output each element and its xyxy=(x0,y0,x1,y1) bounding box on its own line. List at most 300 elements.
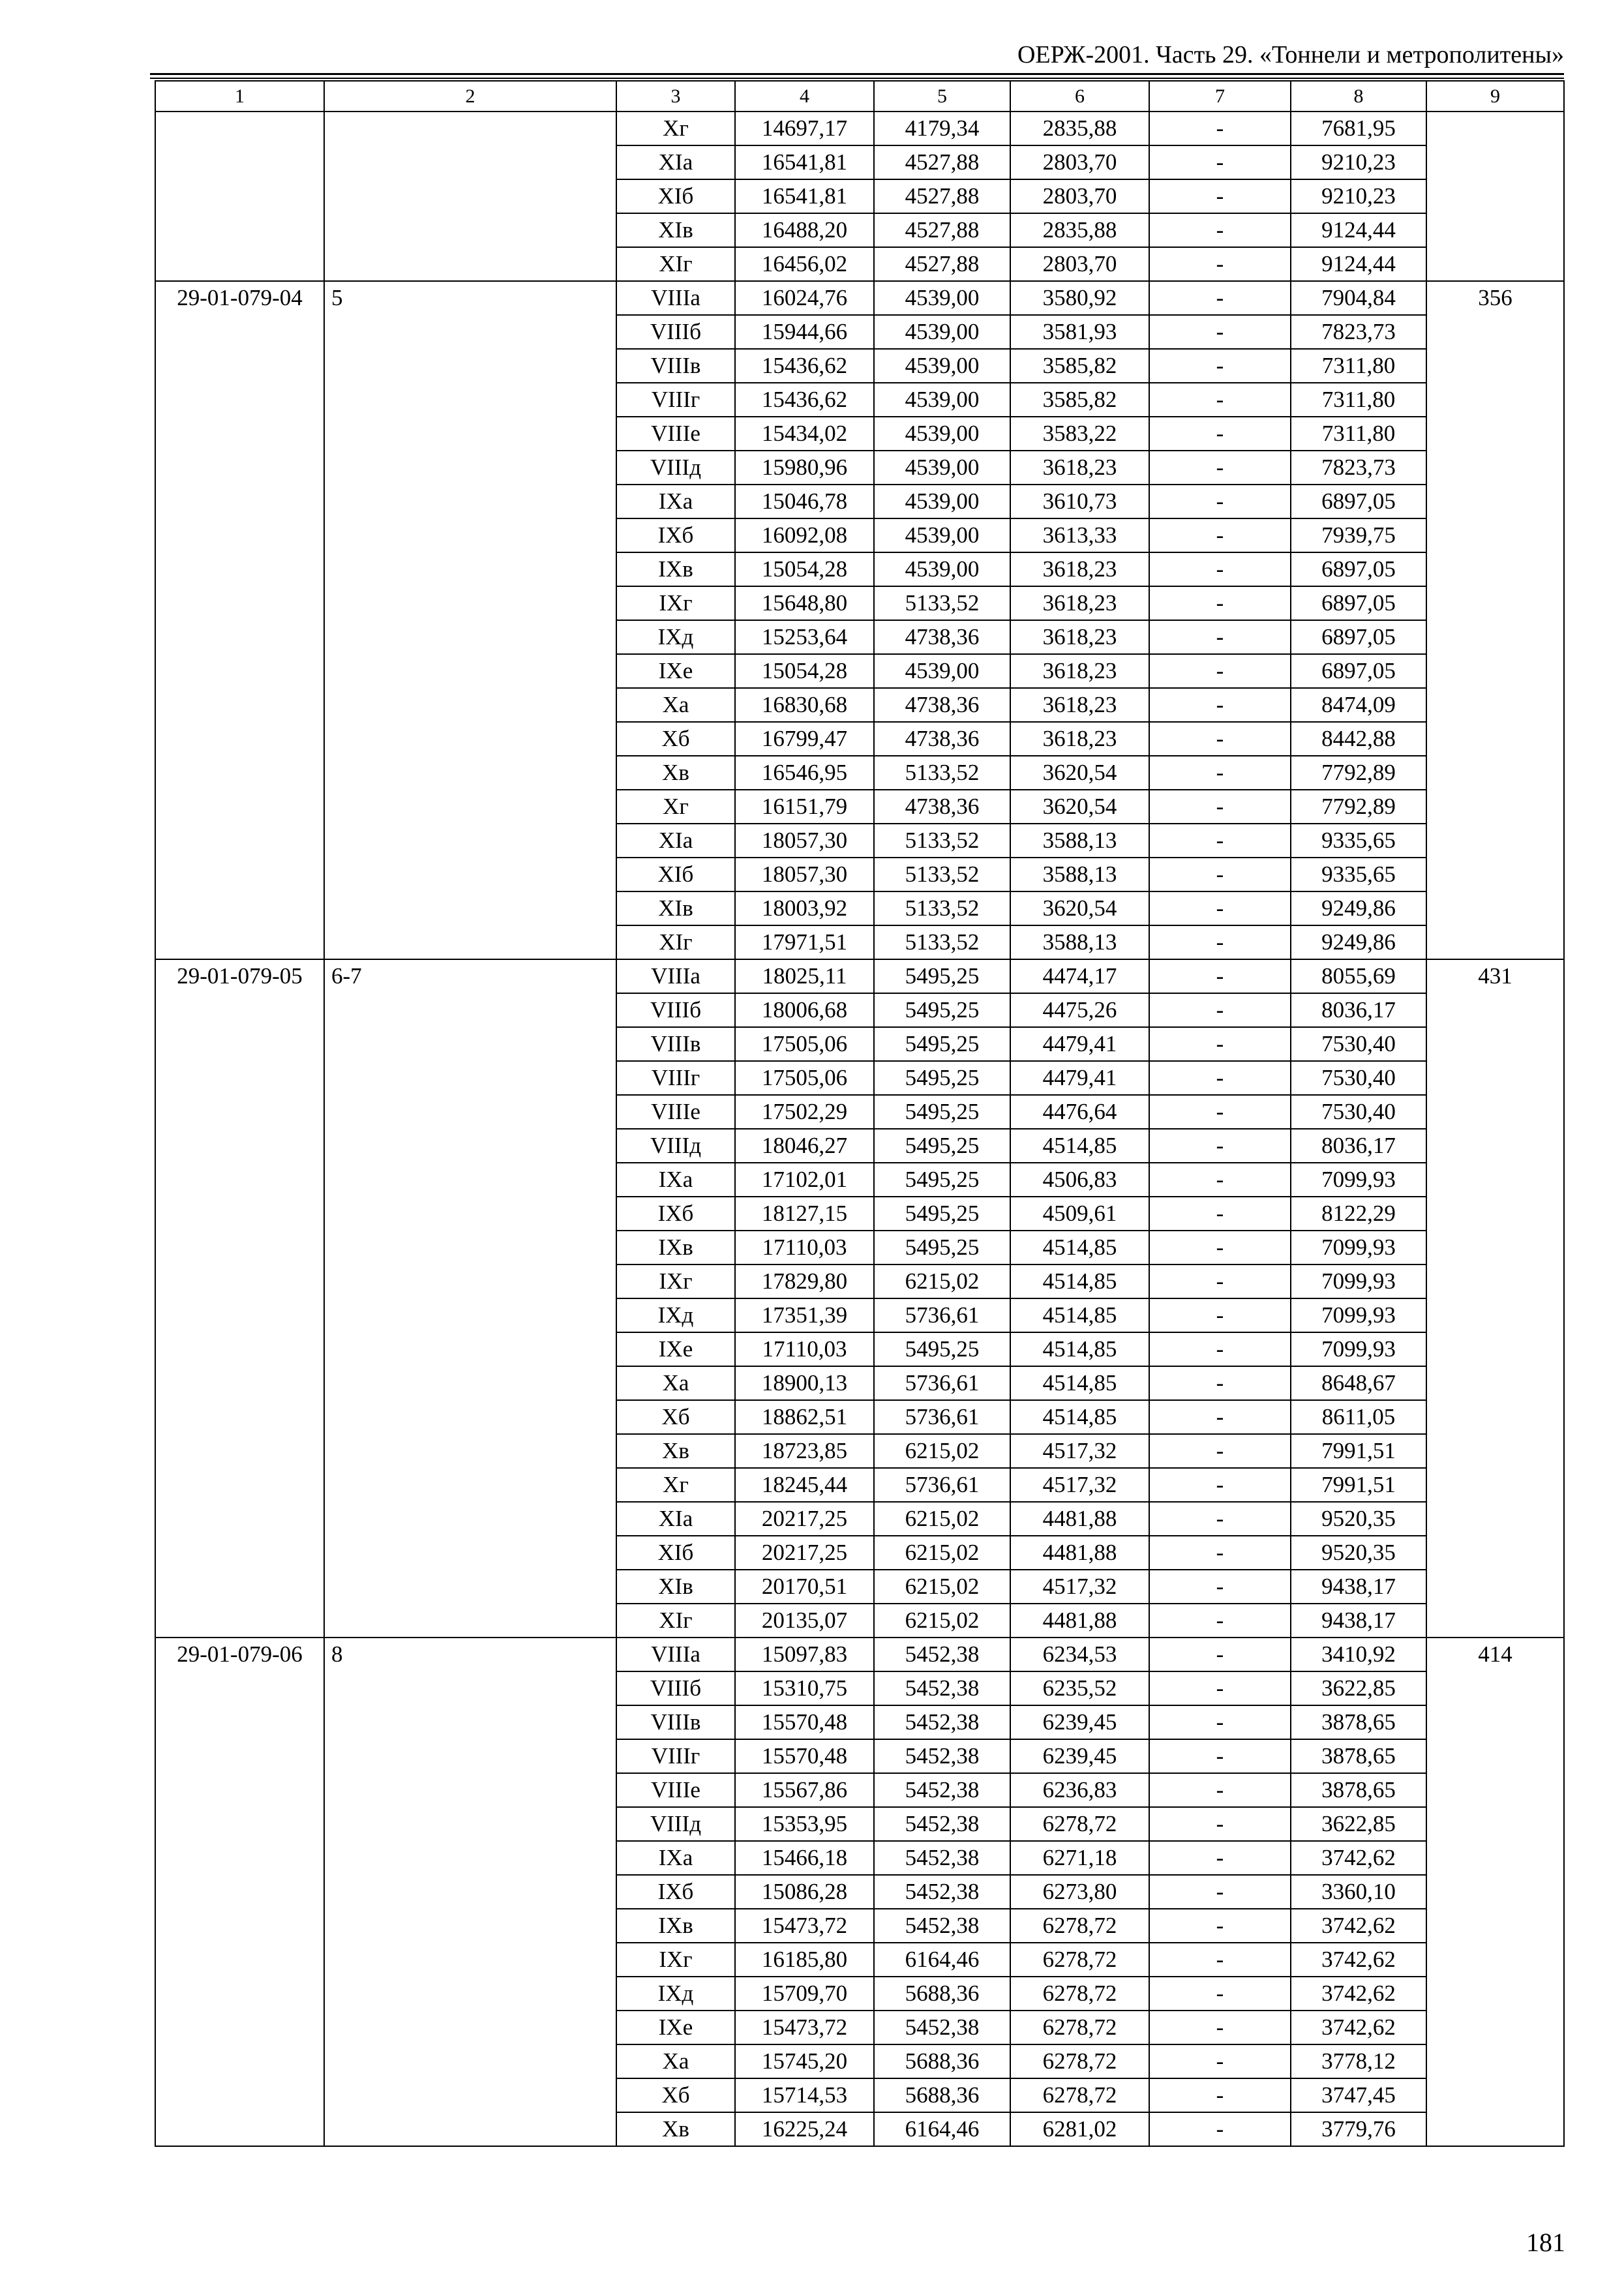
cell-col-3: Xб xyxy=(616,1400,735,1434)
cell-col-6: 6235,52 xyxy=(1010,1671,1149,1705)
cell-col-6: 4514,85 xyxy=(1010,1400,1149,1434)
cell-col-6: 3588,13 xyxy=(1010,858,1149,891)
column-number: 4 xyxy=(735,81,874,112)
cell-col-3: VIIIв xyxy=(616,1027,735,1061)
cell-col-7: - xyxy=(1149,1807,1291,1841)
cell-col-6: 3620,54 xyxy=(1010,756,1149,790)
cell-col-3: XIв xyxy=(616,891,735,925)
cell-col-7: - xyxy=(1149,1095,1291,1129)
cell-col-4: 15436,62 xyxy=(735,349,874,383)
cell-col-5: 4527,88 xyxy=(874,179,1010,213)
cell-col-3: Xа xyxy=(616,1366,735,1400)
cell-col-3: XIг xyxy=(616,925,735,959)
cell-col-8: 9124,44 xyxy=(1291,213,1426,247)
cell-col-3: XIа xyxy=(616,824,735,858)
cell-col-5: 6164,46 xyxy=(874,1943,1010,1977)
cell-col-3: VIIIв xyxy=(616,349,735,383)
cell-col-8: 7099,93 xyxy=(1291,1332,1426,1366)
cell-col-8: 7530,40 xyxy=(1291,1095,1426,1129)
rates-table xyxy=(155,80,1565,2147)
cell-col-6: 2803,70 xyxy=(1010,179,1149,213)
cell-col-5: 5736,61 xyxy=(874,1468,1010,1502)
cell-col-3: IXд xyxy=(616,1977,735,2011)
cell-col-3: IXг xyxy=(616,586,735,620)
cell-col-5: 5736,61 xyxy=(874,1298,1010,1332)
cell-col-5: 5495,25 xyxy=(874,993,1010,1027)
cell-col-6: 6234,53 xyxy=(1010,1638,1149,1671)
cell-col-3: VIIIе xyxy=(616,417,735,451)
cell-col-5: 4539,00 xyxy=(874,518,1010,552)
cell-col-8: 7530,40 xyxy=(1291,1061,1426,1095)
cell-col-4: 15980,96 xyxy=(735,451,874,485)
cell-col-3: VIIIд xyxy=(616,451,735,485)
cell-col-4: 15353,95 xyxy=(735,1807,874,1841)
cell-col-7: - xyxy=(1149,518,1291,552)
cell-col-7: - xyxy=(1149,1739,1291,1773)
cell-col-8: 6897,05 xyxy=(1291,620,1426,654)
cell-col-7: - xyxy=(1149,925,1291,959)
cell-col-5: 5495,25 xyxy=(874,1095,1010,1129)
cell-col-4: 15709,70 xyxy=(735,1977,874,2011)
cell-col-6: 6278,72 xyxy=(1010,1943,1149,1977)
cell-col-3: Xв xyxy=(616,2112,735,2146)
cell-col-5: 5736,61 xyxy=(874,1400,1010,1434)
cell-col-8: 8611,05 xyxy=(1291,1400,1426,1434)
rate-total: 356 xyxy=(1426,281,1564,959)
cell-col-8: 3622,85 xyxy=(1291,1807,1426,1841)
cell-col-4: 15714,53 xyxy=(735,2078,874,2112)
cell-col-7: - xyxy=(1149,349,1291,383)
cell-col-8: 8036,17 xyxy=(1291,993,1426,1027)
cell-col-4: 18057,30 xyxy=(735,824,874,858)
cell-col-4: 20217,25 xyxy=(735,1536,874,1570)
cell-col-6: 6239,45 xyxy=(1010,1739,1149,1773)
cell-col-7: - xyxy=(1149,213,1291,247)
cell-col-3: IXв xyxy=(616,1231,735,1264)
cell-col-8: 3622,85 xyxy=(1291,1671,1426,1705)
cell-col-4: 17102,01 xyxy=(735,1163,874,1197)
cell-col-3: Xа xyxy=(616,688,735,722)
cell-col-5: 4179,34 xyxy=(874,112,1010,145)
cell-col-6: 6278,72 xyxy=(1010,1977,1149,2011)
cell-col-8: 3742,62 xyxy=(1291,1977,1426,2011)
cell-col-5: 4738,36 xyxy=(874,790,1010,824)
cell-col-3: IXе xyxy=(616,2011,735,2044)
cell-col-8: 3878,65 xyxy=(1291,1705,1426,1739)
cell-col-5: 4527,88 xyxy=(874,145,1010,179)
rate-total: 431 xyxy=(1426,959,1564,1638)
cell-col-3: XIв xyxy=(616,1570,735,1604)
cell-col-6: 4506,83 xyxy=(1010,1163,1149,1197)
cell-col-5: 5688,36 xyxy=(874,2044,1010,2078)
cell-col-4: 15473,72 xyxy=(735,1909,874,1943)
cell-col-8: 7991,51 xyxy=(1291,1468,1426,1502)
cell-col-7: - xyxy=(1149,722,1291,756)
cell-col-3: IXб xyxy=(616,1875,735,1909)
cell-col-5: 4738,36 xyxy=(874,688,1010,722)
cell-col-5: 4539,00 xyxy=(874,417,1010,451)
cell-col-7: - xyxy=(1149,959,1291,993)
cell-col-7: - xyxy=(1149,1332,1291,1366)
cell-col-5: 5133,52 xyxy=(874,891,1010,925)
cell-col-4: 20170,51 xyxy=(735,1570,874,1604)
cell-col-8: 7792,89 xyxy=(1291,790,1426,824)
cell-col-5: 4527,88 xyxy=(874,247,1010,281)
rate-parameter: 5 xyxy=(324,281,616,959)
cell-col-4: 17971,51 xyxy=(735,925,874,959)
cell-col-4: 18900,13 xyxy=(735,1366,874,1400)
cell-col-6: 4481,88 xyxy=(1010,1604,1149,1638)
cell-col-7: - xyxy=(1149,1434,1291,1468)
cell-col-4: 15434,02 xyxy=(735,417,874,451)
cell-col-4: 15570,48 xyxy=(735,1705,874,1739)
cell-col-3: Xв xyxy=(616,1434,735,1468)
cell-col-7: - xyxy=(1149,145,1291,179)
column-number: 7 xyxy=(1149,81,1291,112)
cell-col-8: 6897,05 xyxy=(1291,552,1426,586)
cell-col-8: 6897,05 xyxy=(1291,485,1426,518)
cell-col-5: 6215,02 xyxy=(874,1604,1010,1638)
cell-col-5: 6215,02 xyxy=(874,1570,1010,1604)
cell-col-8: 9335,65 xyxy=(1291,858,1426,891)
cell-col-7: - xyxy=(1149,756,1291,790)
cell-col-6: 4474,17 xyxy=(1010,959,1149,993)
cell-col-3: IXа xyxy=(616,1163,735,1197)
cell-col-7: - xyxy=(1149,1875,1291,1909)
cell-col-6: 4514,85 xyxy=(1010,1366,1149,1400)
cell-col-5: 5688,36 xyxy=(874,2078,1010,2112)
cell-col-8: 9210,23 xyxy=(1291,145,1426,179)
cell-col-4: 15086,28 xyxy=(735,1875,874,1909)
cell-col-3: XIа xyxy=(616,145,735,179)
cell-col-3: IXб xyxy=(616,1197,735,1231)
cell-col-5: 5133,52 xyxy=(874,824,1010,858)
cell-col-3: XIв xyxy=(616,213,735,247)
cell-col-4: 15436,62 xyxy=(735,383,874,417)
rate-parameter xyxy=(324,112,616,281)
rate-total: 414 xyxy=(1426,1638,1564,2146)
cell-col-5: 5133,52 xyxy=(874,925,1010,959)
page-number: 181 xyxy=(1526,2228,1565,2257)
cell-col-5: 5133,52 xyxy=(874,858,1010,891)
cell-col-6: 3583,22 xyxy=(1010,417,1149,451)
column-number: 6 xyxy=(1010,81,1149,112)
cell-col-6: 4517,32 xyxy=(1010,1570,1149,1604)
cell-col-4: 20217,25 xyxy=(735,1502,874,1536)
cell-col-6: 4517,32 xyxy=(1010,1468,1149,1502)
column-number: 1 xyxy=(155,81,324,112)
cell-col-4: 16546,95 xyxy=(735,756,874,790)
cell-col-3: VIIIа xyxy=(616,1638,735,1671)
cell-col-4: 16456,02 xyxy=(735,247,874,281)
cell-col-3: Xг xyxy=(616,112,735,145)
cell-col-7: - xyxy=(1149,586,1291,620)
cell-col-4: 16225,24 xyxy=(735,2112,874,2146)
cell-col-5: 6164,46 xyxy=(874,2112,1010,2146)
cell-col-3: Xа xyxy=(616,2044,735,2078)
cell-col-8: 6897,05 xyxy=(1291,654,1426,688)
cell-col-8: 7099,93 xyxy=(1291,1298,1426,1332)
cell-col-7: - xyxy=(1149,1468,1291,1502)
cell-col-3: VIIIд xyxy=(616,1807,735,1841)
cell-col-4: 18127,15 xyxy=(735,1197,874,1231)
cell-col-5: 5495,25 xyxy=(874,1197,1010,1231)
cell-col-7: - xyxy=(1149,1264,1291,1298)
column-number-row xyxy=(155,81,1564,112)
cell-col-3: IXг xyxy=(616,1943,735,1977)
cell-col-8: 7681,95 xyxy=(1291,112,1426,145)
header-rule-thin xyxy=(150,78,1564,79)
cell-col-6: 4479,41 xyxy=(1010,1027,1149,1061)
cell-col-4: 16830,68 xyxy=(735,688,874,722)
cell-col-7: - xyxy=(1149,824,1291,858)
column-number: 3 xyxy=(616,81,735,112)
cell-col-4: 15310,75 xyxy=(735,1671,874,1705)
cell-col-6: 3610,73 xyxy=(1010,485,1149,518)
cell-col-5: 4539,00 xyxy=(874,349,1010,383)
cell-col-5: 4527,88 xyxy=(874,213,1010,247)
rate-parameter: 8 xyxy=(324,1638,616,2146)
cell-col-7: - xyxy=(1149,1061,1291,1095)
cell-col-8: 3878,65 xyxy=(1291,1739,1426,1773)
cell-col-6: 6278,72 xyxy=(1010,2011,1149,2044)
cell-col-8: 7823,73 xyxy=(1291,315,1426,349)
cell-col-8: 3747,45 xyxy=(1291,2078,1426,2112)
cell-col-3: VIIIб xyxy=(616,993,735,1027)
cell-col-4: 15648,80 xyxy=(735,586,874,620)
cell-col-4: 18006,68 xyxy=(735,993,874,1027)
cell-col-5: 5495,25 xyxy=(874,1027,1010,1061)
cell-col-7: - xyxy=(1149,1536,1291,1570)
cell-col-4: 15944,66 xyxy=(735,315,874,349)
cell-col-7: - xyxy=(1149,247,1291,281)
cell-col-6: 3620,54 xyxy=(1010,790,1149,824)
cell-col-8: 8036,17 xyxy=(1291,1129,1426,1163)
cell-col-6: 4514,85 xyxy=(1010,1332,1149,1366)
cell-col-3: Xг xyxy=(616,1468,735,1502)
rate-parameter: 6-7 xyxy=(324,959,616,1638)
cell-col-3: VIIIг xyxy=(616,383,735,417)
cell-col-8: 7823,73 xyxy=(1291,451,1426,485)
cell-col-3: XIб xyxy=(616,858,735,891)
cell-col-5: 5452,38 xyxy=(874,1909,1010,1943)
cell-col-6: 3585,82 xyxy=(1010,349,1149,383)
cell-col-7: - xyxy=(1149,1909,1291,1943)
cell-col-4: 15054,28 xyxy=(735,552,874,586)
cell-col-8: 9335,65 xyxy=(1291,824,1426,858)
cell-col-6: 4514,85 xyxy=(1010,1231,1149,1264)
cell-col-7: - xyxy=(1149,1773,1291,1807)
cell-col-5: 4539,00 xyxy=(874,315,1010,349)
cell-col-7: - xyxy=(1149,654,1291,688)
cell-col-6: 3618,23 xyxy=(1010,586,1149,620)
cell-col-7: - xyxy=(1149,993,1291,1027)
cell-col-4: 20135,07 xyxy=(735,1604,874,1638)
cell-col-3: Xб xyxy=(616,2078,735,2112)
cell-col-3: IXд xyxy=(616,620,735,654)
rate-code: 29-01-079-06 xyxy=(155,1638,324,2146)
cell-col-3: VIIIг xyxy=(616,1739,735,1773)
cell-col-6: 3588,13 xyxy=(1010,824,1149,858)
column-number: 8 xyxy=(1291,81,1426,112)
cell-col-4: 16799,47 xyxy=(735,722,874,756)
cell-col-4: 15253,64 xyxy=(735,620,874,654)
table-row xyxy=(155,112,1564,145)
rate-code: 29-01-079-05 xyxy=(155,959,324,1638)
cell-col-6: 6278,72 xyxy=(1010,2044,1149,2078)
cell-col-6: 4514,85 xyxy=(1010,1298,1149,1332)
cell-col-5: 5495,25 xyxy=(874,959,1010,993)
cell-col-3: IXд xyxy=(616,1298,735,1332)
cell-col-7: - xyxy=(1149,1197,1291,1231)
cell-col-6: 4475,26 xyxy=(1010,993,1149,1027)
cell-col-6: 3618,23 xyxy=(1010,451,1149,485)
cell-col-5: 4539,00 xyxy=(874,451,1010,485)
cell-col-7: - xyxy=(1149,790,1291,824)
cell-col-5: 6215,02 xyxy=(874,1502,1010,1536)
cell-col-7: - xyxy=(1149,891,1291,925)
cell-col-8: 3360,10 xyxy=(1291,1875,1426,1909)
cell-col-3: IXв xyxy=(616,1909,735,1943)
cell-col-3: VIIIб xyxy=(616,1671,735,1705)
cell-col-4: 18057,30 xyxy=(735,858,874,891)
cell-col-5: 5452,38 xyxy=(874,2011,1010,2044)
cell-col-8: 8122,29 xyxy=(1291,1197,1426,1231)
cell-col-7: - xyxy=(1149,2011,1291,2044)
cell-col-5: 5495,25 xyxy=(874,1061,1010,1095)
cell-col-3: Xг xyxy=(616,790,735,824)
cell-col-5: 5452,38 xyxy=(874,1638,1010,1671)
cell-col-4: 16151,79 xyxy=(735,790,874,824)
cell-col-5: 5133,52 xyxy=(874,586,1010,620)
cell-col-8: 3742,62 xyxy=(1291,1841,1426,1875)
cell-col-4: 17110,03 xyxy=(735,1332,874,1366)
cell-col-4: 15745,20 xyxy=(735,2044,874,2078)
cell-col-7: - xyxy=(1149,417,1291,451)
cell-col-7: - xyxy=(1149,1671,1291,1705)
cell-col-4: 16541,81 xyxy=(735,179,874,213)
cell-col-5: 4738,36 xyxy=(874,620,1010,654)
cell-col-8: 3410,92 xyxy=(1291,1638,1426,1671)
cell-col-6: 3613,33 xyxy=(1010,518,1149,552)
column-number: 9 xyxy=(1426,81,1564,112)
cell-col-7: - xyxy=(1149,1129,1291,1163)
cell-col-3: IXа xyxy=(616,1841,735,1875)
cell-col-6: 4481,88 xyxy=(1010,1502,1149,1536)
cell-col-6: 6278,72 xyxy=(1010,1807,1149,1841)
cell-col-6: 3580,92 xyxy=(1010,281,1149,315)
cell-col-3: VIIIе xyxy=(616,1095,735,1129)
cell-col-7: - xyxy=(1149,485,1291,518)
cell-col-6: 6273,80 xyxy=(1010,1875,1149,1909)
cell-col-7: - xyxy=(1149,179,1291,213)
cell-col-7: - xyxy=(1149,315,1291,349)
cell-col-7: - xyxy=(1149,1231,1291,1264)
cell-col-7: - xyxy=(1149,1366,1291,1400)
cell-col-3: XIб xyxy=(616,1536,735,1570)
cell-col-4: 15046,78 xyxy=(735,485,874,518)
cell-col-4: 17829,80 xyxy=(735,1264,874,1298)
cell-col-3: IXб xyxy=(616,518,735,552)
cell-col-8: 7792,89 xyxy=(1291,756,1426,790)
cell-col-4: 18046,27 xyxy=(735,1129,874,1163)
cell-col-6: 4514,85 xyxy=(1010,1129,1149,1163)
cell-col-8: 7099,93 xyxy=(1291,1231,1426,1264)
cell-col-7: - xyxy=(1149,1977,1291,2011)
cell-col-6: 3618,23 xyxy=(1010,722,1149,756)
cell-col-6: 4509,61 xyxy=(1010,1197,1149,1231)
cell-col-7: - xyxy=(1149,1502,1291,1536)
cell-col-4: 18245,44 xyxy=(735,1468,874,1502)
cell-col-4: 16092,08 xyxy=(735,518,874,552)
cell-col-4: 17351,39 xyxy=(735,1298,874,1332)
cell-col-6: 6271,18 xyxy=(1010,1841,1149,1875)
cell-col-8: 7991,51 xyxy=(1291,1434,1426,1468)
cell-col-7: - xyxy=(1149,858,1291,891)
cell-col-4: 17502,29 xyxy=(735,1095,874,1129)
cell-col-4: 14697,17 xyxy=(735,112,874,145)
cell-col-6: 6278,72 xyxy=(1010,2078,1149,2112)
cell-col-4: 15570,48 xyxy=(735,1739,874,1773)
cell-col-7: - xyxy=(1149,1163,1291,1197)
cell-col-6: 2803,70 xyxy=(1010,247,1149,281)
cell-col-7: - xyxy=(1149,112,1291,145)
cell-col-3: XIг xyxy=(616,247,735,281)
cell-col-3: VIIIа xyxy=(616,281,735,315)
cell-col-6: 4514,85 xyxy=(1010,1264,1149,1298)
cell-col-3: IXв xyxy=(616,552,735,586)
cell-col-5: 4539,00 xyxy=(874,485,1010,518)
header-rule-thick xyxy=(150,73,1564,75)
cell-col-5: 5495,25 xyxy=(874,1231,1010,1264)
cell-col-6: 3618,23 xyxy=(1010,620,1149,654)
cell-col-8: 7311,80 xyxy=(1291,383,1426,417)
cell-col-5: 5452,38 xyxy=(874,1807,1010,1841)
cell-col-8: 8474,09 xyxy=(1291,688,1426,722)
cell-col-5: 5736,61 xyxy=(874,1366,1010,1400)
cell-col-7: - xyxy=(1149,2078,1291,2112)
cell-col-7: - xyxy=(1149,1841,1291,1875)
cell-col-3: XIг xyxy=(616,1604,735,1638)
cell-col-3: VIIIд xyxy=(616,1129,735,1163)
cell-col-7: - xyxy=(1149,1027,1291,1061)
cell-col-5: 5452,38 xyxy=(874,1773,1010,1807)
cell-col-3: IXе xyxy=(616,654,735,688)
cell-col-5: 6215,02 xyxy=(874,1434,1010,1468)
cell-col-8: 3779,76 xyxy=(1291,2112,1426,2146)
cell-col-5: 5495,25 xyxy=(874,1163,1010,1197)
cell-col-8: 9249,86 xyxy=(1291,891,1426,925)
cell-col-7: - xyxy=(1149,1570,1291,1604)
cell-col-6: 3618,23 xyxy=(1010,688,1149,722)
cell-col-7: - xyxy=(1149,1638,1291,1671)
cell-col-8: 3742,62 xyxy=(1291,1909,1426,1943)
cell-col-4: 17505,06 xyxy=(735,1061,874,1095)
cell-col-4: 16488,20 xyxy=(735,213,874,247)
cell-col-4: 15054,28 xyxy=(735,654,874,688)
cell-col-5: 6215,02 xyxy=(874,1536,1010,1570)
cell-col-4: 16024,76 xyxy=(735,281,874,315)
cell-col-3: VIIIа xyxy=(616,959,735,993)
cell-col-3: IXе xyxy=(616,1332,735,1366)
cell-col-6: 2803,70 xyxy=(1010,145,1149,179)
cell-col-5: 4539,00 xyxy=(874,552,1010,586)
cell-col-5: 5495,25 xyxy=(874,1129,1010,1163)
cell-col-4: 17505,06 xyxy=(735,1027,874,1061)
cell-col-5: 5495,25 xyxy=(874,1332,1010,1366)
cell-col-8: 9438,17 xyxy=(1291,1604,1426,1638)
cell-col-6: 6239,45 xyxy=(1010,1705,1149,1739)
